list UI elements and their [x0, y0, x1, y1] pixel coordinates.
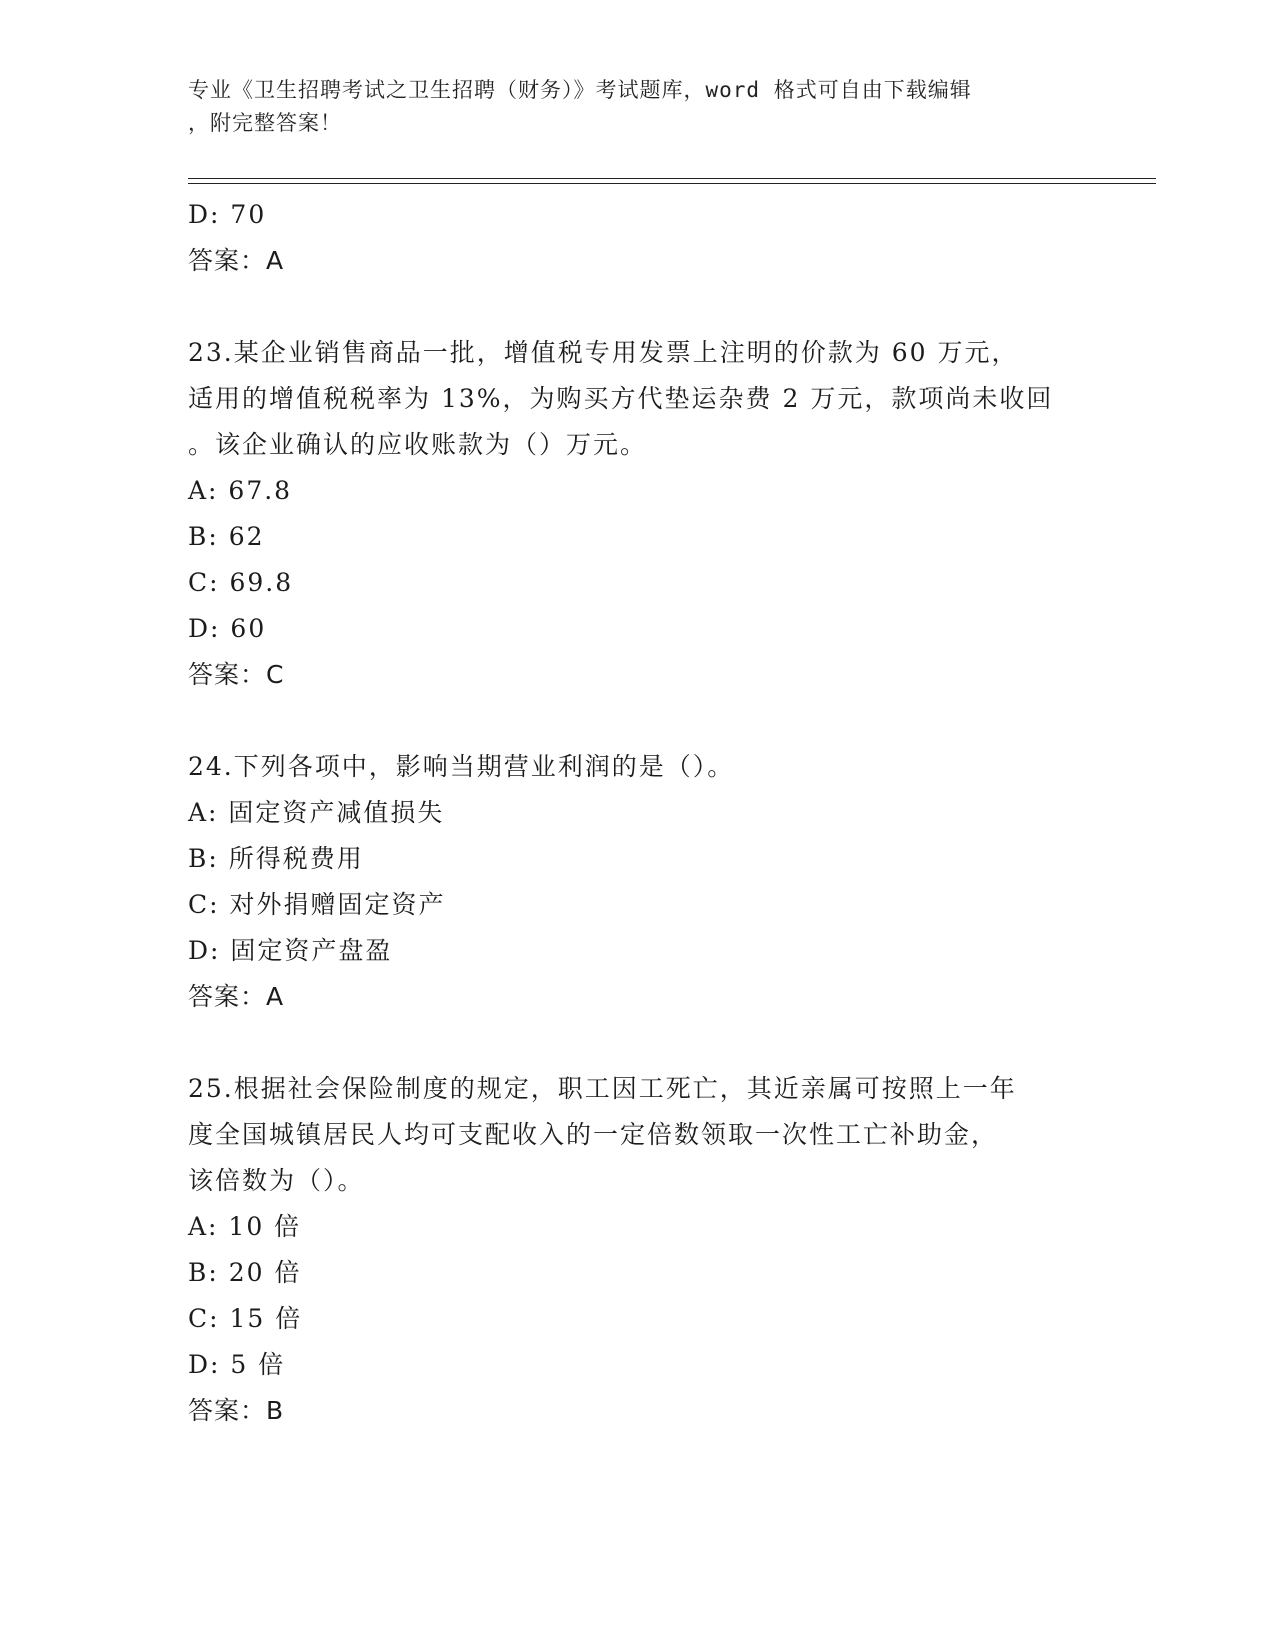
header-line-1: 专业《卫生招聘考试之卫生招聘（财务）》考试题库，word 格式可自由下载编辑	[188, 78, 972, 102]
option-c: C: 15 倍	[188, 1304, 303, 1333]
option-c: C: 对外捐赠固定资产	[188, 890, 446, 919]
option-d: D: 60	[188, 614, 267, 643]
question-25	[188, 1066, 1088, 1434]
header-divider-bottom	[188, 183, 1156, 184]
option-b: B: 20 倍	[188, 1258, 302, 1287]
question-stem-line: 24.下列各项中，影响当期营业利润的是（）。	[188, 752, 735, 781]
header-line-2: ，附完整答案！	[188, 111, 342, 135]
answer-line: 答案：C	[188, 660, 285, 689]
answer-line: 答案：A	[188, 246, 285, 275]
question-stem-line: 25.根据社会保险制度的规定，职工因工死亡，其近亲属可按照上一年	[188, 1074, 1017, 1103]
question-stem-line: 。该企业确认的应收账款为（）万元。	[188, 430, 648, 459]
option-d: D: 固定资产盘盈	[188, 936, 393, 965]
header-divider-top	[188, 178, 1156, 179]
question-stem-line: 适用的增值税税率为 13%，为购买方代垫运杂费 2 万元，款项尚未收回	[188, 384, 1054, 413]
question-list	[188, 192, 1088, 1434]
option-d: D: 70	[188, 200, 267, 229]
option-a: A: 固定资产减值损失	[188, 798, 445, 827]
question-stem-line: 该倍数为（）。	[188, 1166, 365, 1195]
document-header	[188, 74, 1068, 140]
question-stem-line: 23.某企业销售商品一批，增值税专用发票上注明的价款为 60 万元，	[188, 338, 1019, 367]
question-stem-line: 度全国城镇居民人均可支配收入的一定倍数领取一次性工亡补助金，	[188, 1120, 999, 1149]
question-24	[188, 744, 1088, 1020]
option-b: B: 62	[188, 522, 265, 551]
question-23	[188, 330, 1088, 698]
answer-line: 答案：A	[188, 982, 285, 1011]
option-a: A: 67.8	[188, 476, 293, 505]
option-b: B: 所得税费用	[188, 844, 364, 873]
answer-line: 答案：B	[188, 1396, 285, 1425]
option-c: C: 69.8	[188, 568, 294, 597]
option-d: D: 5 倍	[188, 1350, 286, 1379]
option-a: A: 10 倍	[188, 1212, 302, 1241]
